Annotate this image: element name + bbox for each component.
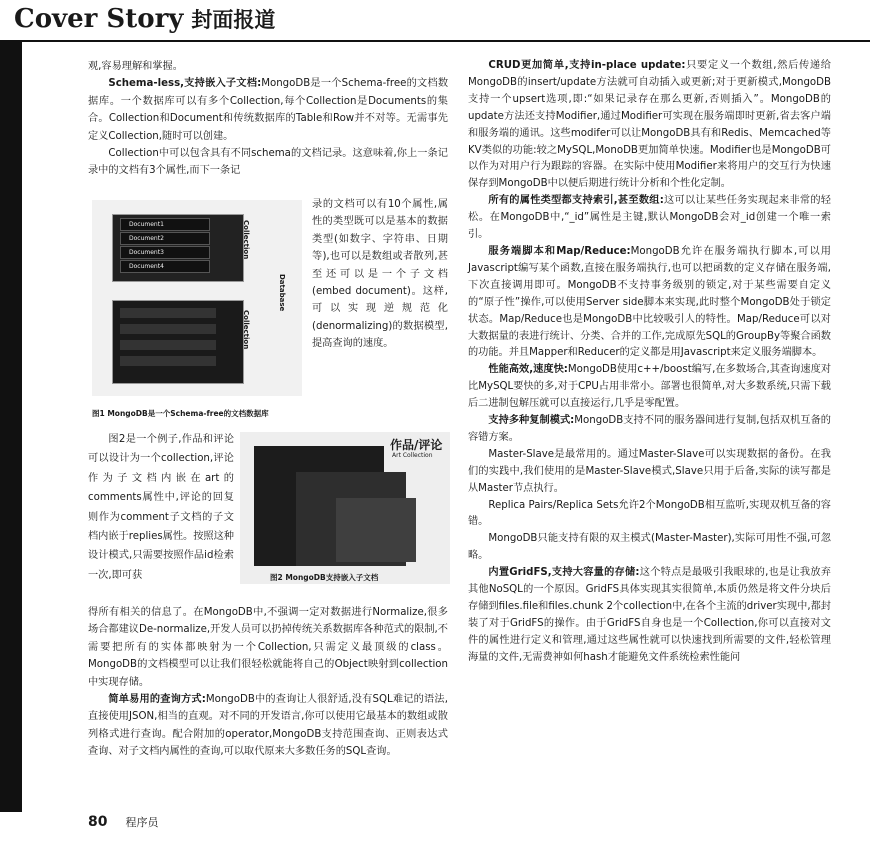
figure-1 [92, 200, 302, 396]
document-item [120, 340, 216, 350]
document-item: Document3 [120, 246, 210, 259]
paragraph-text: MongoDB中的查询让人很舒适,没有SQL难记的语法,直接使用JSON,相当的直观。对不同的开发语言,你可以使用它最基本的数组或散列格式进行查询。配合附加的operator,MongoDB支持范围查询、正则表达式查询、对子文档内属性的查询,可以取代原来大多数任务的SQL查询。 [88, 694, 448, 758]
title-english: Cover Story [14, 4, 184, 34]
paragraph: 观,容易理解和掌握。 [88, 61, 183, 72]
paragraph [468, 413, 831, 447]
paragraph-heading: 支持多种复制模式: [488, 415, 575, 427]
paragraph-text: 这可以让某些任务实现起来非常的轻松。在MongoDB中,“_id”属性是主键,默认MongoDB会对_id创建一个唯一索引。 [468, 195, 831, 241]
paragraph-text: MongoDB支持不同的服务器间进行复制,包括双机互备的容错方案。 [468, 415, 831, 443]
document-item: Document4 [120, 260, 210, 273]
document-item [120, 324, 216, 334]
paragraph-heading: 服务端脚本和Map/Reduce: [488, 245, 631, 257]
left-margin-bar [0, 42, 22, 812]
paragraph [88, 691, 448, 761]
paragraph-heading: 所有的属性类型都支持索引,甚至数组: [488, 195, 664, 207]
figure-2-caption: 图2 MongoDB支持嵌入子文档 [270, 573, 379, 582]
paragraph-text: MongoDB使用c++/boost编写,在多数场合,其查询速度对比MySQL要快的多,对于CPU占用非常小。部署也很简单,对大多数系统,只需下载后二进制包解压就可以直接运行,几乎是零配置。 [468, 364, 832, 410]
database-label: Database [278, 274, 286, 312]
right-column [468, 58, 831, 667]
paragraph-heading: 内置GridFS,支持大容量的存储: [488, 567, 640, 579]
replies-box [336, 498, 416, 562]
document-item: Document1 [120, 218, 210, 231]
collection-label: Collection [242, 220, 250, 260]
paragraph [468, 58, 831, 193]
paragraph: 得所有相关的信息了。在MongoDB中,不强调一定对数据进行Normalize,很多场合都建议De-normalize,开发人员可以扔掉传统关系数据库各种范式的限制,不需要把所有的实体都映射为一个Collection,只需定义最顶级的class。MongoDB的文档模型可以让我们很轻松就能将自己的Object映射到collection中实现存储。 [88, 607, 448, 688]
document-item: Document2 [120, 232, 210, 245]
figure-2 [240, 432, 450, 584]
paragraph-text: 录的文档可以有10个属性,属性的类型既可以是基本的数据类型(如数字、字符串、日期等),也可以是数组或者散列,甚至还可以是一个子文档(embed document)。这样,可以实现逆规范化(denormalizing)的数据模型,提高查询的速度。 [312, 199, 448, 350]
collection-label: Collection [242, 310, 250, 350]
paragraph [88, 75, 448, 145]
magazine-name: 程序员 [125, 816, 159, 829]
paragraph-text: 图2是一个例子,作品和评论可以设计为一个collection,评论作为子文档内嵌在art的comments属性中,评论的回复则作为comment子文档的子文档内嵌于replies属性。按照这种设计模式,只需要按照作品id检索一次,即可获 [88, 434, 234, 581]
paragraph [468, 193, 831, 244]
figure-1-wrap-text [312, 196, 448, 353]
paragraph [468, 565, 831, 666]
page-footer [88, 814, 158, 830]
figure-1-caption: 图1 MongoDB是一个Schema-free的文档数据库 [92, 409, 269, 418]
paragraph: Master-Slave是最常用的。通过Master-Slave可以实现数据的备份。在我们的实践中,我们使用的是Master-Slave模式,Slave只用于后备,实际的读写都是从Master节点执行。 [468, 448, 831, 494]
paragraph: Replica Pairs/Replica Sets允许2个MongoDB相互监听,实现双机互备的容错。 [468, 499, 831, 528]
page-header [0, 0, 870, 42]
paragraph-text: MongoDB是一个Schema-free的文档数据库。一个数据库可以有多个Collection,每个Collection是Documents的集合。Collection和Document和传统数据库的Table和Row并不对等。无需事先定义Collection,随时可以创建。 [88, 78, 449, 142]
figure-2-title: 作品/评论 [390, 438, 443, 452]
left-column-bottom [88, 604, 448, 761]
paragraph: MongoDB只能支持有限的双主模式(Master-Master),实际可用性不强,可忽略。 [468, 533, 831, 562]
paragraph-heading: CRUD更加简单,支持in-place update: [488, 60, 686, 71]
title-chinese: 封面报道 [191, 8, 276, 32]
paragraph-heading: Schema-less,支持嵌入子文档: [108, 78, 262, 90]
paragraph-text: 这个特点是最吸引我眼球的,也是让我放弃其他NoSQL的一个原因。GridFS具体实现其实很简单,本质仍然是将文件分块后存储到files.file和files.chunk 2个collection中,在各个主流的driver实现中,都封装了对于GridFS的操作。由于GridFS自身也是一个Collection,你可以直接对文件的属性进行定义和管理,通过这些属性就可以快速找到所需要的文件,轻松管理海量的文件,无需费神如何hash才能避免文件系统检索性能问 [468, 567, 831, 663]
page-number: 80 [88, 814, 108, 830]
left-column [88, 58, 448, 180]
paragraph [468, 244, 831, 362]
figure-2-subtitle: Art Collection [392, 452, 433, 459]
paragraph-heading: 简单易用的查询方式: [108, 694, 206, 706]
header-title [14, 4, 275, 34]
paragraph: Collection中可以包含具有不同schema的文档记录。这意味着,你上一条记录中的文档有3个属性,而下一条记 [88, 148, 448, 177]
document-item [120, 308, 216, 318]
paragraph-heading: 性能高效,速度快: [488, 364, 568, 376]
document-item [120, 356, 216, 366]
paragraph-text: 只要定义一个数组,然后传递给MongoDB的insert/update方法就可自动插入或更新;对于更新模式,MongoDB支持一个upsert选项,即:“如果记录存在那么更新,否则插入”。MongoDB的update方法还支持Modifier,通过Modifier可实现在服务端即时更新,省去客户端和服务端的通讯。这些modifer可以让MongoDB具有和Redis、Memcached等KV类似的功能:较之MySQL,MonoDB更加简单快速。Modifier也是MongoDB可以作为对用户行为跟踪的容器。在实际中使用Modifier来将用户的交互行为快速保存到MongoDB中以便后期进行统计分析和个性化定制。 [468, 60, 831, 190]
paragraph-text: MongoDB允许在服务端执行脚本,可以用Javascript编写某个函数,直接在服务端执行,也可以把函数的定义存储在服务端,下次直接调用即可。MongoDB不支持事务级别的锁定,对于某些需要自定义的“原子性”操作,可以使用Server side脚本来实现,此时整个MongoDB处于锁定状态。Map/Reduce也是MongoDB中比较吸引人的特性。Map/Reduce可以对大数据量的表进行统计、分类、合并的工作,完成原先SQL的GroupBy等聚合函数的功能。并且Mapper和Reducer的定义都是用Javascript来定义服务端脚本。 [468, 245, 831, 359]
paragraph [468, 362, 831, 413]
figure-2-wrap-text [88, 430, 234, 585]
